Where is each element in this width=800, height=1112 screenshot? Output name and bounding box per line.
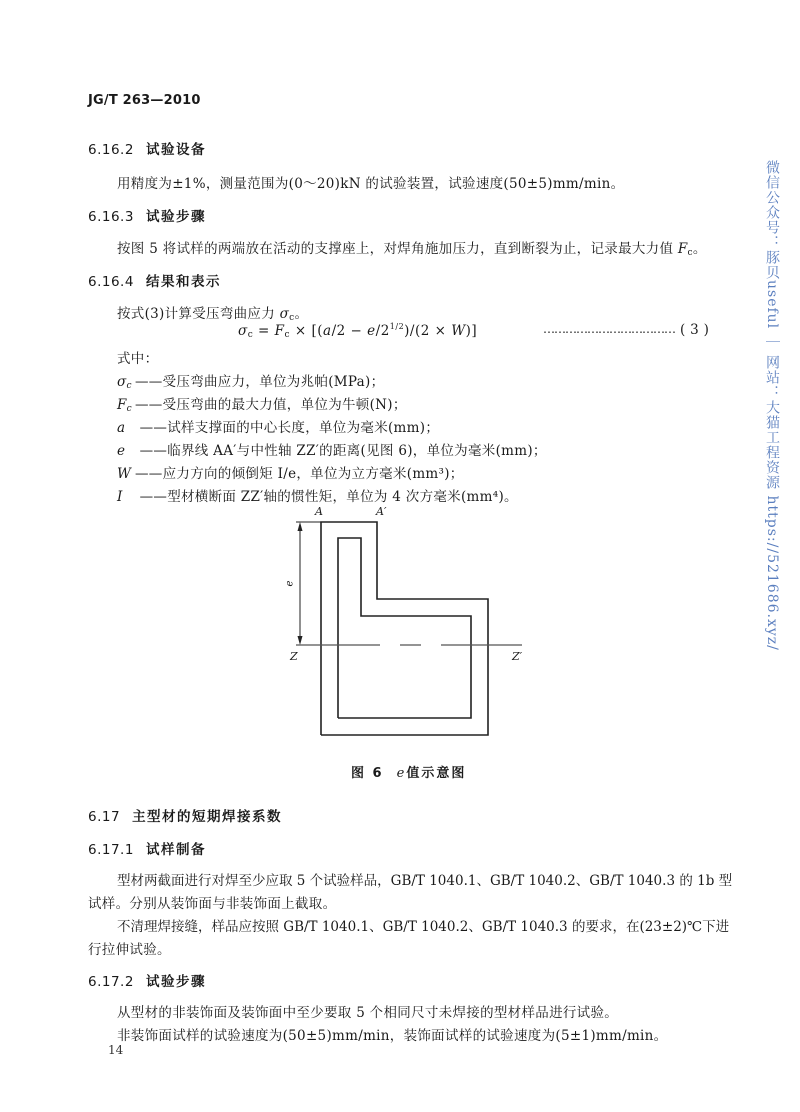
standard-code-header: JG/T 263—2010 (88, 93, 201, 108)
paragraph-procedure-1: 从型材的非装饰面及装饰面中至少要取 5 个相同尺寸未焊接的型材样品进行试验。 (117, 1005, 619, 1021)
symbol-sigma: σ (279, 306, 290, 322)
definition-symbol: a (117, 420, 126, 436)
text-run: /2 − (331, 323, 368, 339)
text-run: )/(2 × (404, 323, 452, 339)
caption-number: 图 6 (351, 766, 384, 781)
section-number: 6.16.3 (88, 209, 134, 225)
definition-symbol: $\sigma_c$ (117, 374, 132, 391)
label-e: e (284, 580, 296, 587)
definition-text: ——临界线 AA′与中性轴 ZZ′的距离(见图 6)，单位为毫米(mm)； (135, 443, 547, 459)
text-run: 。 (294, 306, 309, 322)
section-heading-6-17 (88, 805, 282, 825)
section-title: 结果和表示 (145, 274, 221, 290)
caption-text: 值示意图 (406, 766, 467, 781)
definition-text: ——受压弯曲的最大力值，单位为牛顿(N)； (135, 397, 407, 413)
symbol-a: a (323, 323, 332, 339)
subscript: c (289, 313, 295, 323)
arrow-up-icon (298, 522, 303, 531)
outer-profile-outline (321, 522, 488, 735)
text-run: 。 (692, 241, 707, 257)
caption-symbol: e (396, 766, 407, 781)
label-A: A (315, 505, 323, 518)
text-run: )] (465, 323, 478, 339)
section-number: 6.17.1 (88, 842, 134, 858)
paragraph-sample-prep-2-line1: 不清理焊接缝，样品应按照 GB/T 1040.1、GB/T 1040.2、GB/T 1040.3 的要求，在(23±2)℃下进 (117, 919, 730, 935)
section-title: 试验步骤 (145, 209, 206, 225)
section-number: 6.16.2 (88, 142, 134, 158)
definition-symbol: I (117, 489, 123, 505)
watermark-text: 微信公众号：豚贝useful ｜ 网站：大猫工程资源 https://521686.xyz/ (764, 160, 780, 651)
definition-symbol: e (117, 443, 126, 459)
symbol-W: W (451, 323, 466, 339)
label-Z-prime: Z′ (512, 650, 523, 663)
section-title: 试验设备 (145, 142, 206, 158)
section-title: 试样制备 (145, 842, 206, 858)
text-run: 按图 5 将试样的两端放在活动的支撑座上，对焊角施加压力，直到断裂为止，记录最大力值 (117, 241, 678, 257)
superscript: 1/2 (389, 322, 405, 331)
subscript: c (687, 248, 693, 258)
text-run: 按式(3)计算受压弯曲应力 (117, 306, 280, 322)
label-A-prime: A′ (376, 505, 387, 518)
subscript: c (284, 330, 291, 340)
section-number: 6.17.2 (88, 974, 134, 990)
formula-number: ( 3 ) (680, 322, 710, 338)
arrow-down-icon (298, 636, 303, 645)
symbol-F: F (677, 241, 688, 257)
text-run: = (253, 323, 275, 339)
symbol-e: e (367, 323, 376, 339)
definition-symbol: $F_c$ (117, 397, 133, 414)
text-run: × [( (290, 323, 324, 339)
section-heading-6-17-2 (88, 970, 206, 990)
paragraph-sample-prep-1-line2: 试样。分别从装饰面与非装饰面上截取。 (88, 896, 337, 912)
definition-symbol: W (117, 466, 132, 482)
paragraph-test-equipment: 用精度为±1%，测量范围为(0～20)kN 的试验装置，试验速度(50±5)mm/min。 (117, 176, 625, 192)
text-run: /2 (375, 323, 390, 339)
paragraph-sample-prep-2-line2: 行拉伸试验。 (88, 942, 171, 958)
inner-profile-outline (338, 538, 471, 718)
definition-text: ——试样支撑面的中心长度，单位为毫米(mm)； (135, 420, 440, 436)
where-label: 式中： (117, 351, 159, 367)
section-heading-6-17-1 (88, 838, 206, 858)
paragraph-sample-prep-1-line1: 型材两截面进行对焊至少应取 5 个试验样品，GB/T 1040.1、GB/T 1040.2、GB/T 1040.3 的 1b 型 (117, 873, 733, 889)
label-Z: Z (290, 650, 298, 663)
section-number: 6.17 (88, 809, 121, 825)
definition-text: ——受压弯曲应力，单位为兆帕(MPa)； (135, 374, 385, 390)
symbol-F: F (274, 323, 285, 339)
symbol-sigma: σ (238, 323, 248, 339)
subscript: c (247, 330, 254, 340)
section-title: 试验步骤 (145, 974, 206, 990)
section-title: 主型材的短期焊接系数 (132, 809, 283, 825)
paragraph-procedure-2: 非装饰面试样的试验速度为(50±5)mm/min，装饰面试样的试验速度为(5±1)mm/min。 (117, 1028, 668, 1044)
definition-text: ——应力方向的倾倒矩 I/e，单位为立方毫米(mm³)； (135, 466, 464, 482)
page-number: 14 (108, 1043, 124, 1057)
figure-caption (351, 762, 466, 781)
section-number: 6.16.4 (88, 274, 134, 290)
definition-text: ——型材横断面 ZZ′轴的惯性矩，单位为 4 次方毫米(mm⁴)。 (135, 489, 518, 505)
formula-leader-dots: ……………………………… (543, 322, 675, 336)
